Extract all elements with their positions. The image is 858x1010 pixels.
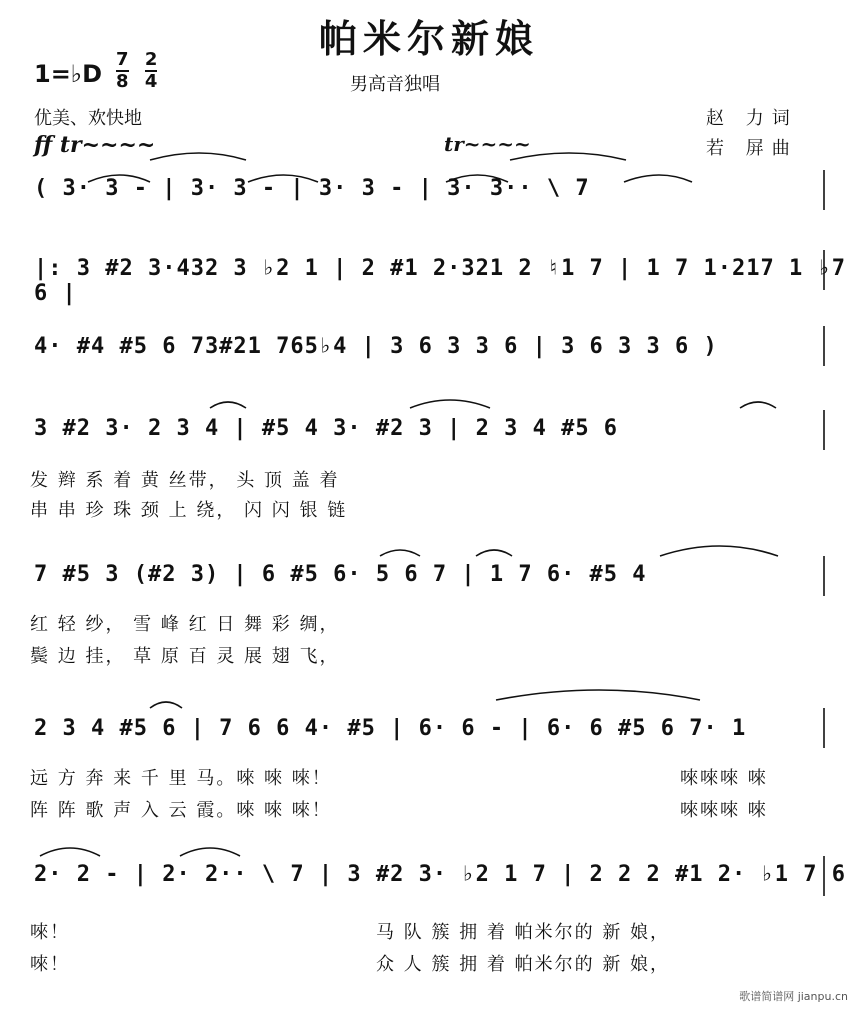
lyric-verse2-line1: 串 串 珍 珠 颈 上 绕， 闪 闪 银 链 bbox=[30, 500, 348, 521]
slur bbox=[660, 546, 778, 556]
lyric-verse1-line2: 红 轻 纱， 雪 峰 红 日 舞 彩 绸， bbox=[30, 614, 340, 635]
composer-credit: 若 屏曲 bbox=[706, 138, 798, 159]
lyric-verse2-line3-end: 唻唻唻 唻 bbox=[680, 800, 768, 821]
slur bbox=[40, 848, 100, 856]
lyric-verse1-line3-end: 唻唻唻 唻 bbox=[680, 768, 768, 789]
notation-row-1: ( 3· 3 - | 3· 3 - | 3· 3 - | 3· 3·· \ 7 bbox=[34, 176, 590, 201]
slur bbox=[380, 550, 420, 556]
notation-row-3: 4· #4 #5 6 73#21 765♭4 | 3 6 3 3 6 | 3 6 3 3 6 ) bbox=[34, 334, 718, 359]
notation-row-2: |: 3 #2 3·432 3 ♭2 1 | 2 #1 2·321 2 ♮1 7 | 1 7 1·217 1 ♭7 6 | bbox=[34, 256, 846, 306]
lyric-verse2-line4-start: 唻！ bbox=[30, 954, 70, 975]
lyric-verse1-line1: 发 辫 系 着 黄 丝带， 头 顶 盖 着 bbox=[30, 470, 340, 491]
notation-row-6: 2 3 4 #5 6 | 7 6 6 4· #5 | 6· 6 - | 6· 6 #5 6 7· 1 bbox=[34, 716, 747, 741]
lyricist-credit: 赵 力词 bbox=[706, 108, 798, 129]
notation-row-5: 7 #5 3 (#2 3) | 6 #5 6· 5 6 7 | 1 7 6· #5 4 bbox=[34, 562, 647, 587]
slur bbox=[150, 153, 246, 160]
lyric-verse2-line4: 众 人 簇 拥 着 帕米尔的 新 娘， bbox=[376, 954, 671, 975]
site-watermark: 歌谱简谱网 jianpu.cn bbox=[739, 990, 848, 1003]
slur bbox=[476, 550, 512, 556]
slur bbox=[180, 848, 240, 856]
notation-row-4: 3 #2 3· 2 3 4 | #5 4 3· #2 3 | 2 3 4 #5 6 bbox=[34, 416, 619, 441]
song-title: 帕米尔新娘 bbox=[318, 17, 539, 61]
lyric-verse2-line3: 阵 阵 歌 声 入 云 霞。唻 唻 唻！ bbox=[30, 800, 332, 821]
lyric-verse1-line4-start: 唻！ bbox=[30, 922, 70, 943]
meter-2: $\frac{2}{4}$ bbox=[144, 49, 158, 92]
slur bbox=[496, 690, 700, 700]
notation-row-7: 2· 2 - | 2· 2·· \ 7 | 3 #2 3· ♭2 1 7 | 2 2 2 #1 2· ♭1 7 6 bbox=[34, 862, 846, 887]
trill-marking: tr~~~~ bbox=[444, 132, 531, 156]
meter-1: $\frac{7}{8}$ bbox=[116, 49, 129, 92]
slur bbox=[740, 402, 776, 408]
performance-type: 男高音独唱 bbox=[350, 74, 440, 95]
key-signature: 1=♭D bbox=[34, 60, 103, 88]
slur bbox=[410, 400, 490, 408]
lyric-verse1-line3: 远 方 奔 来 千 里 马。唻 唻 唻！ bbox=[30, 768, 332, 789]
lyric-verse1-line4: 马 队 簇 拥 着 帕米尔的 新 娘， bbox=[376, 922, 671, 943]
slur bbox=[150, 702, 182, 708]
dynamic-marking: ff tr~~~~ bbox=[34, 132, 156, 158]
time-signature bbox=[116, 50, 167, 92]
slur bbox=[624, 175, 692, 182]
tempo-marking: 优美、欢快地 bbox=[34, 108, 142, 129]
slur bbox=[210, 402, 246, 408]
lyric-verse2-line2: 鬓 边 挂， 草 原 百 灵 展 翅 飞， bbox=[30, 646, 340, 667]
